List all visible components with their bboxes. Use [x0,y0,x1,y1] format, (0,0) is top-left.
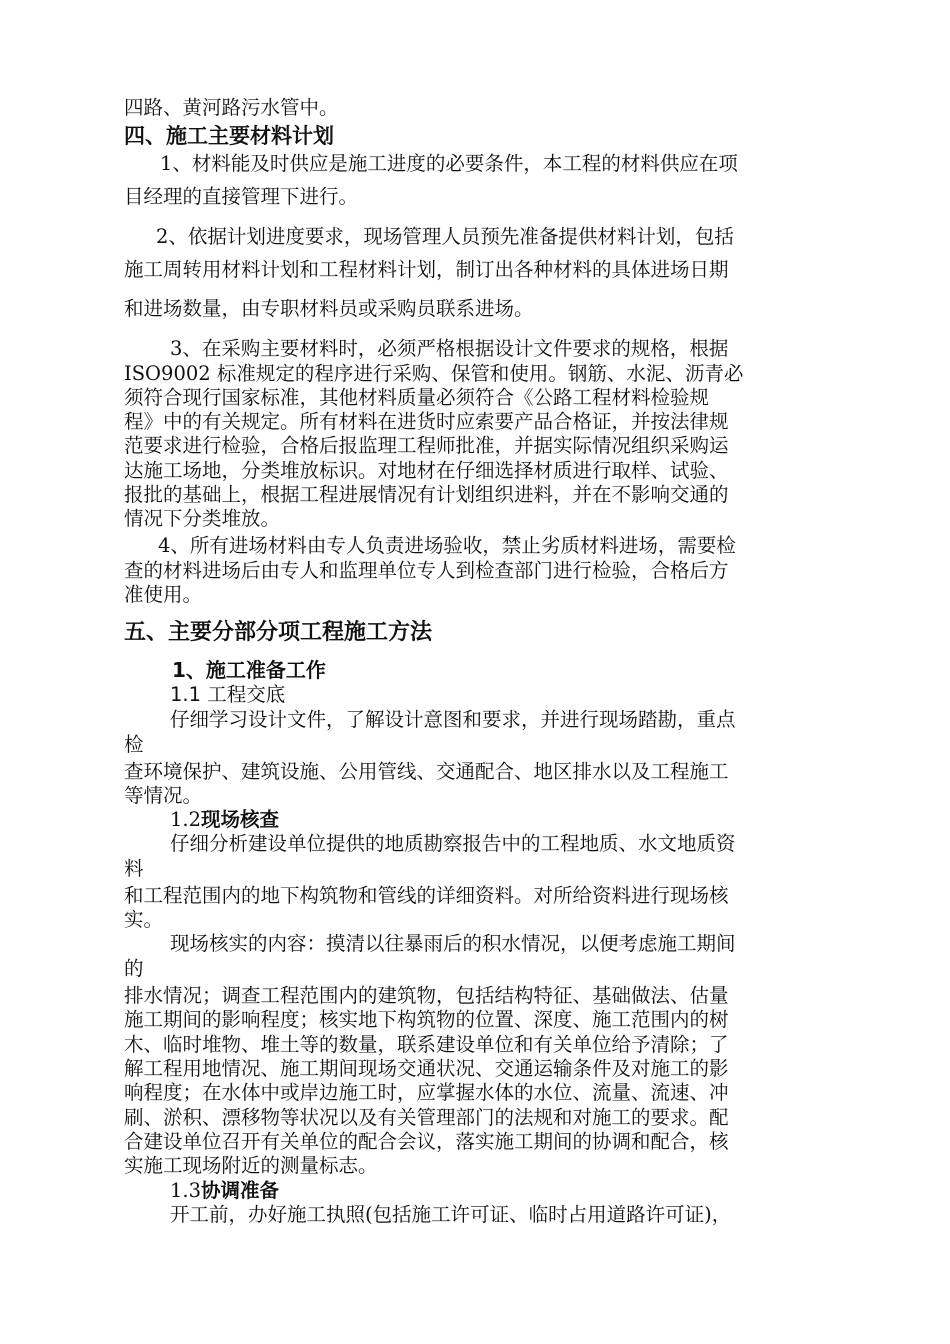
paragraph-line: 2、依据计划进度要求，现场管理人员预先准备提供材料计划，包括 [156,225,734,248]
paragraph-line: 料 [124,857,144,880]
text-line: 四路、黄河路污水管中。 [124,96,339,119]
paragraph-line: 仔细分析建设单位提供的地质勘察报告中的工程地质、水文地质资 [170,832,736,855]
subsection-heading: 1、施工准备工作 [172,658,326,682]
paragraph-line: 1、材料能及时供应是施工进度的必要条件，本工程的材料供应在项 [160,152,738,175]
paragraph-line: 实。 [124,908,164,931]
paragraph-line: 3、在采购主要材料时，必须严格根据设计文件要求的规格，根据 [170,337,729,360]
paragraph-line: ISO9002 标准规定的程序进行采购、保管和使用。钢筋、水泥、沥青必 [124,362,744,385]
paragraph-line: 查环境保护、建筑设施、公用管线、交通配合、地区排水以及工程施工 [124,760,729,783]
heading-number: 1.2 [170,808,202,831]
paragraph-line: 报批的基础上，根据工程进展情况有计划组织进料，并在不影响交通的 [124,483,729,506]
section-heading-4: 四、施工主要材料计划 [124,124,334,148]
paragraph-line: 的 [124,957,144,980]
paragraph-line: 目经理的直接管理下进行。 [124,185,359,208]
paragraph-line: 施工周转用材料计划和工程材料计划，制订出各种材料的具体进场日期 [124,258,729,281]
heading-text: 现场核查 [201,808,280,831]
paragraph-line: 检 [124,733,144,756]
paragraph-line: 达施工场地，分类堆放标识。对地材在仔细选择材质进行取样、试验、 [124,459,729,482]
paragraph-line: 现场核实的内容：摸清以往暴雨后的积水情况，以便考虑施工期间 [170,932,736,955]
paragraph-line: 刷、淤积、漂移物等状况以及有关管理部门的法规和对施工的要求。配 [124,1106,729,1129]
paragraph-line: 和进场数量，由专职材料员或采购员联系进场。 [124,297,534,320]
paragraph-line: 实施工现场附近的测量标志。 [124,1154,378,1177]
paragraph-line: 合建设单位召开有关单位的配合会议，落实施工期间的协调和配合，核 [124,1130,729,1153]
paragraph-line: 和工程范围内的地下构筑物和管线的详细资料。对所给资料进行现场核 [124,884,729,907]
paragraph-line: 排水情况；调查工程范围内的建筑物，包括结构特征、基础做法、估量 [124,984,729,1007]
paragraph-line: 仔细学习设计文件，了解设计意图和要求，并进行现场踏勘，重点 [170,708,736,731]
section-heading-5: 五、主要分部分项工程施工方法 [124,620,433,645]
heading-text: 协调准备 [201,1179,280,1202]
paragraph-line: 范要求进行检验，合格后报监理工程师批准，并据实际情况组织采购运 [124,434,729,457]
paragraph-line: 解工程用地情况、施工期间现场交通状况、交通运输条件及对施工的影 [124,1057,729,1080]
paragraph-line: 响程度；在水体中或岸边施工时，应掌握水体的水位、流量、流速、冲 [124,1081,729,1104]
heading-number: 1.3 [170,1179,202,1202]
paragraph-line: 施工期间的影响程度；核实地下构筑物的位置、深度、施工范围内的树 [124,1008,729,1031]
paragraph-line: 查的材料进场后由专人和监理单位专人到检查部门进行检验，合格后方 [124,559,729,582]
paragraph-line: 木、临时堆物、堆土等的数量，联系建设单位和有关单位给予清除；了 [124,1033,729,1056]
subsubsection-heading [170,1179,279,1203]
paragraph-line: 准使用。 [124,583,203,606]
paragraph-line: 须符合现行国家标准，其他材料质量必须符合《公路工程材料检验规 [124,386,710,409]
paragraph-line: 程》中的有关规定。所有材料在进货时应索要产品合格证，并按法律规 [124,410,729,433]
paragraph-line: 开工前，办好施工执照(包括施工许可证、临时占用道路许可证)， [170,1203,732,1226]
paragraph-line: 等情况。 [124,784,203,807]
subsubsection-heading: 1.1 工程交底 [170,683,286,706]
subsubsection-heading [170,808,279,832]
paragraph-line: 4、所有进场材料由专人负责进场验收，禁止劣质材料进场，需要检 [158,534,736,557]
paragraph-line: 情况下分类堆放。 [124,507,281,530]
